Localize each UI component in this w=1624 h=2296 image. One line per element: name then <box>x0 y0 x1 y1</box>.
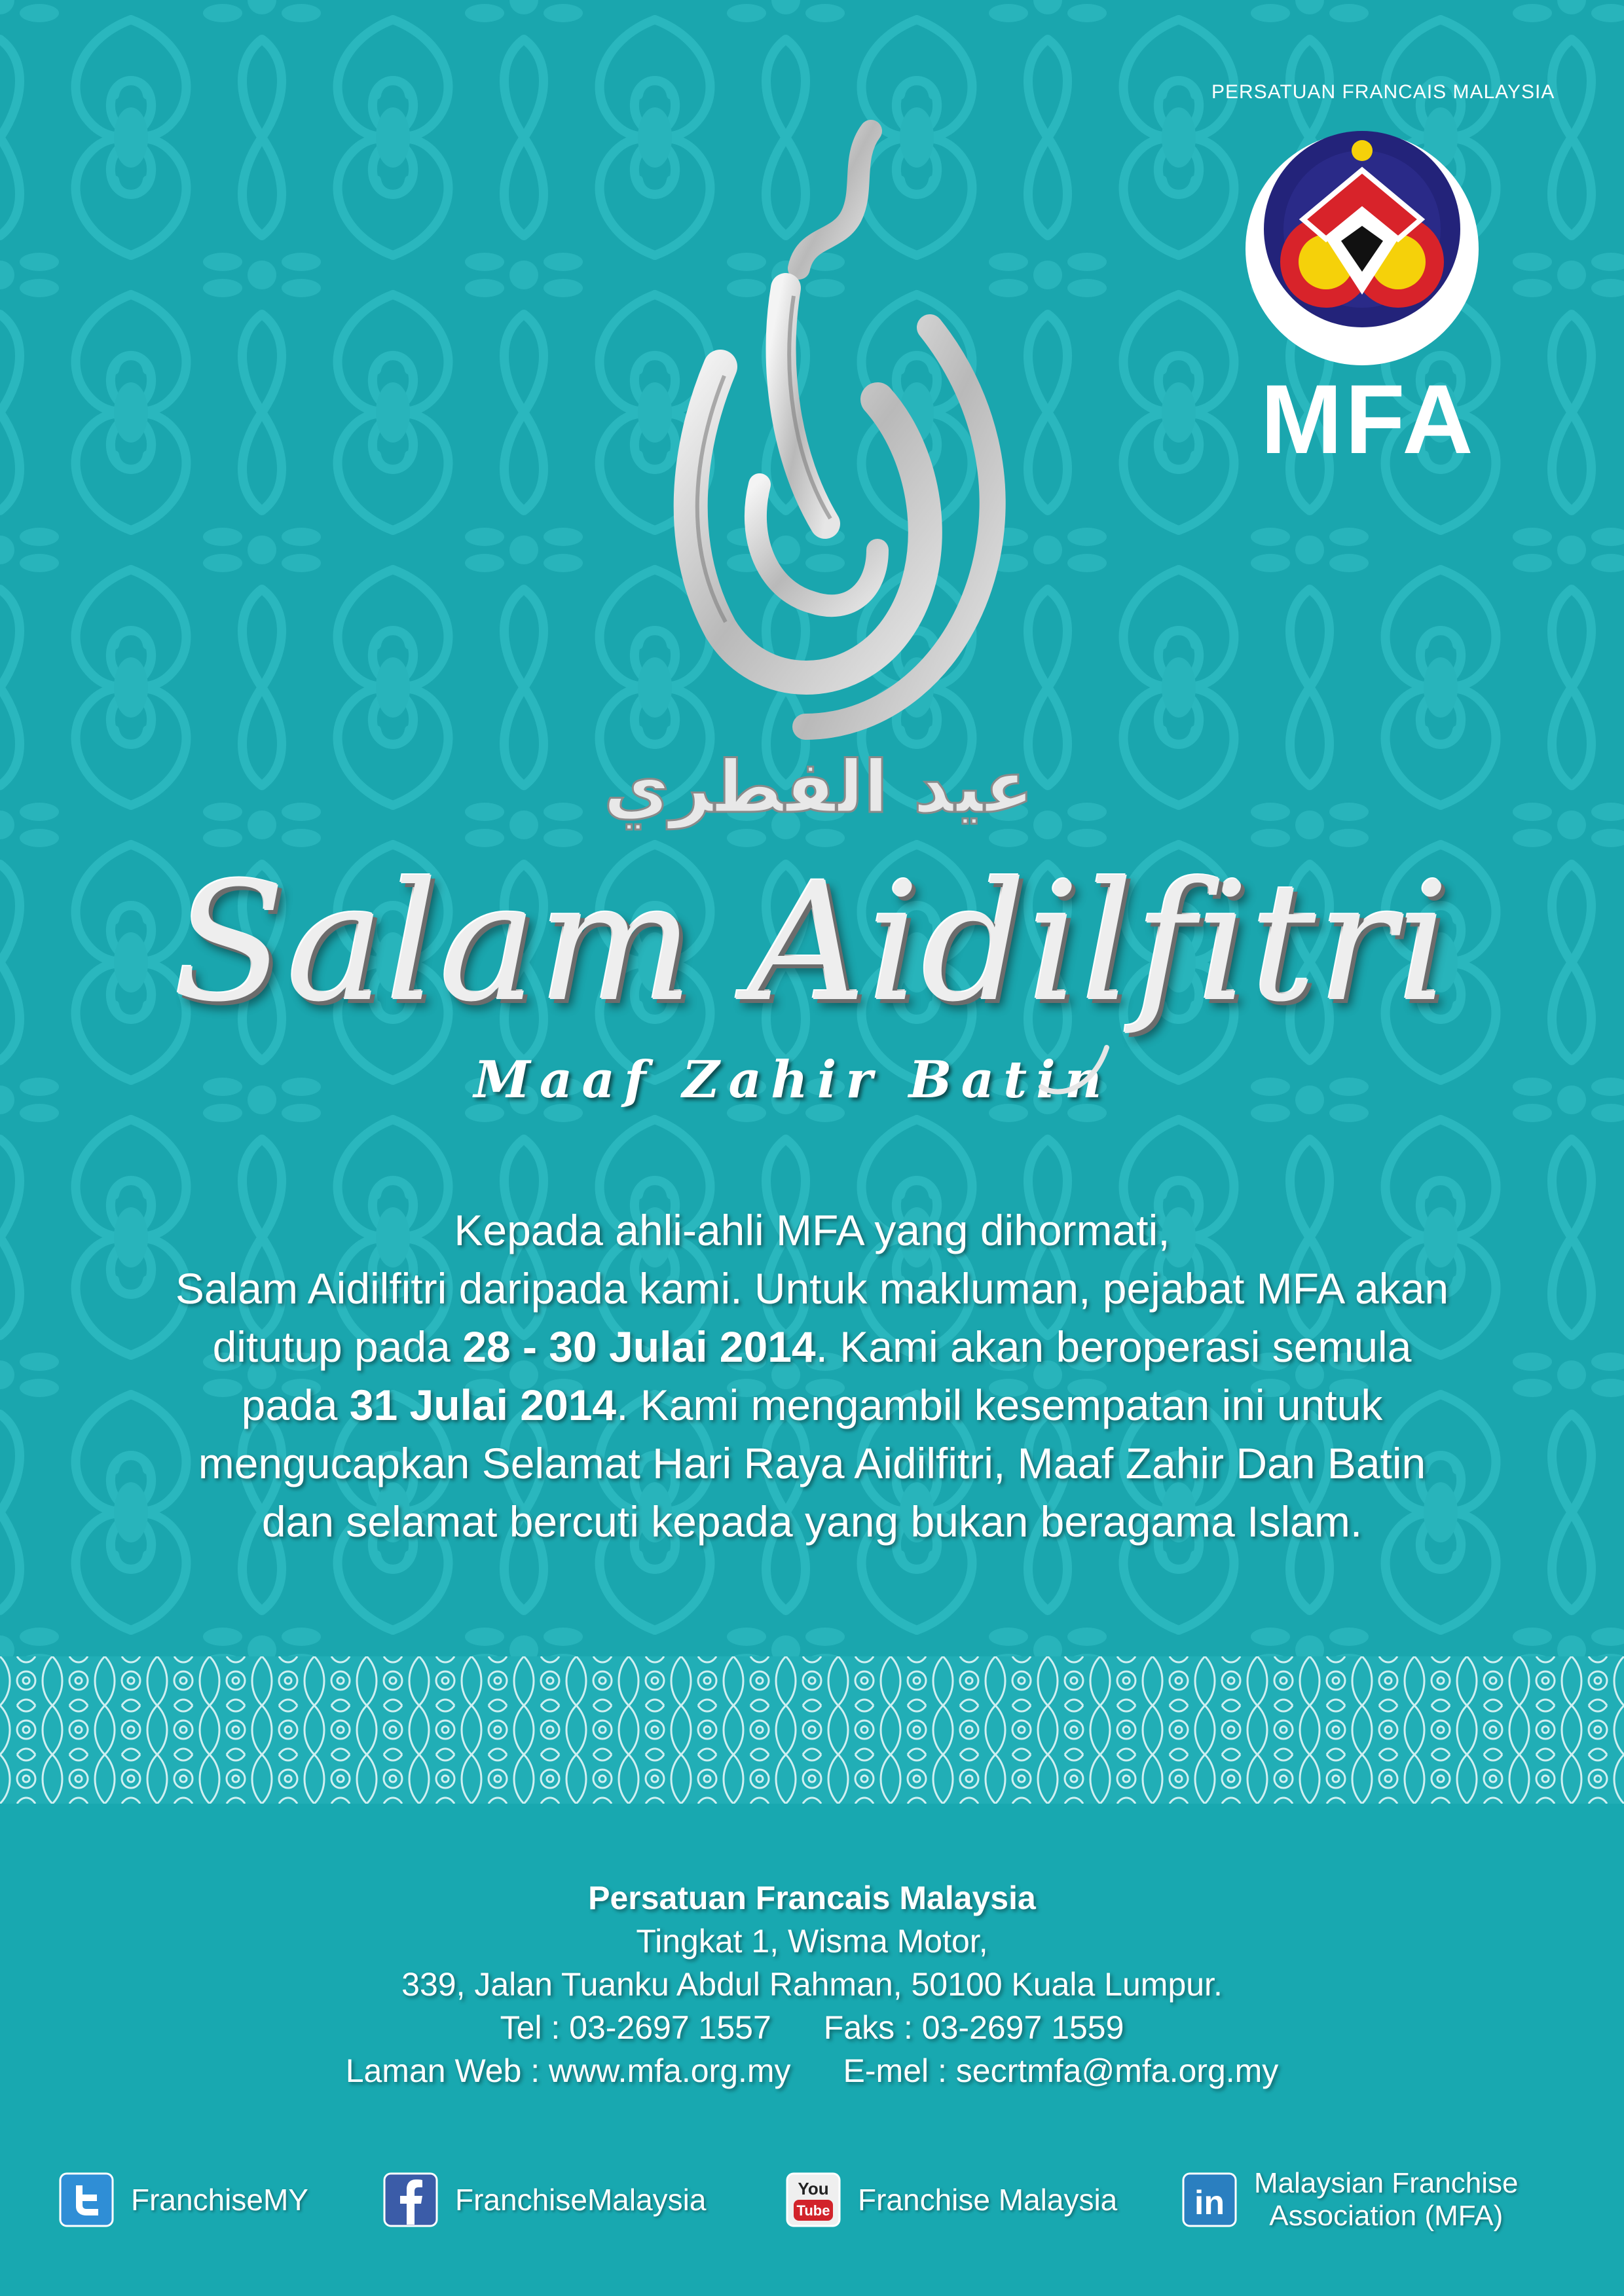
youtube-icon <box>786 2172 841 2227</box>
fax: Faks : 03-2697 1559 <box>823 2009 1124 2046</box>
twitter-icon <box>59 2172 114 2227</box>
svg-text:Tube: Tube <box>796 2202 830 2219</box>
social-linkedin[interactable] <box>1182 2160 1519 2239</box>
address-line: 339, Jalan Tuanku Abdul Rahman, 50100 Kuala Lumpur. <box>401 1966 1223 2003</box>
reopen-date: 31 Julai 2014 <box>349 1381 617 1429</box>
linkedin-icon <box>1182 2172 1237 2227</box>
message-line: pada 31 Julai 2014. Kami mengambil kesempatan ini untuk <box>241 1381 1383 1429</box>
website-link[interactable]: Laman Web : www.mfa.org.my <box>345 2052 791 2089</box>
closure-notice-message <box>65 1201 1559 1551</box>
svg-text:in: in <box>1194 2184 1225 2222</box>
logo-ring-text: PERSATUAN FRANCAIS MALAYSIA <box>1211 81 1555 103</box>
headline-swash-ornament <box>1035 1041 1113 1100</box>
youtube-channel: Franchise Malaysia <box>858 2183 1118 2217</box>
social-facebook[interactable] <box>383 2160 706 2239</box>
lace-border-band <box>0 1656 1624 1804</box>
headline-salam-aidilfitri: Salam Aidilfitri <box>173 847 1451 1038</box>
social-twitter[interactable] <box>59 2160 308 2239</box>
arabic-eid-text: عيد الفطري <box>603 745 1034 829</box>
contact-address-block <box>157 1876 1467 2092</box>
silver-calligraphy-emblem <box>589 118 1048 845</box>
twitter-handle: FranchiseMY <box>131 2183 308 2217</box>
message-line: dan selamat bercuti kepada yang bukan beragama Islam. <box>261 1497 1363 1546</box>
closure-dates: 28 - 30 Julai 2014 <box>462 1322 816 1371</box>
message-line: Salam Aidilfitri daripada kami. Untuk makluman, pejabat MFA akan <box>175 1264 1449 1313</box>
address-line: Tingkat 1, Wisma Motor, <box>636 1923 988 1959</box>
phone-fax-line <box>157 2006 1467 2049</box>
svg-text:You: You <box>798 2179 829 2198</box>
organization-name: Persatuan Francais Malaysia <box>588 1880 1036 1916</box>
web-email-line <box>157 2049 1467 2092</box>
message-line: ditutup pada 28 - 30 Julai 2014. Kami akan beroperasi semula <box>212 1322 1412 1371</box>
message-line: Kepada ahli-ahli MFA yang dihormati, <box>454 1206 1170 1254</box>
facebook-icon <box>383 2172 438 2227</box>
email-link[interactable]: E-mel : secrtmfa@mfa.org.my <box>843 2052 1279 2089</box>
logo-wordmark: MFA <box>1261 364 1476 474</box>
linkedin-group: Malaysian Franchise Association (MFA) <box>1254 2167 1519 2232</box>
message-line: mengucapkan Selamat Hari Raya Aidilfitri, Maaf Zahir Dan Batin <box>198 1439 1426 1487</box>
social-youtube[interactable] <box>786 2160 1117 2239</box>
facebook-page: FranchiseMalaysia <box>455 2183 707 2217</box>
telephone: Tel : 03-2697 1557 <box>500 2009 771 2046</box>
subheadline-maaf-zahir-batin: Maaf Zahir Batin <box>473 1050 1111 1110</box>
